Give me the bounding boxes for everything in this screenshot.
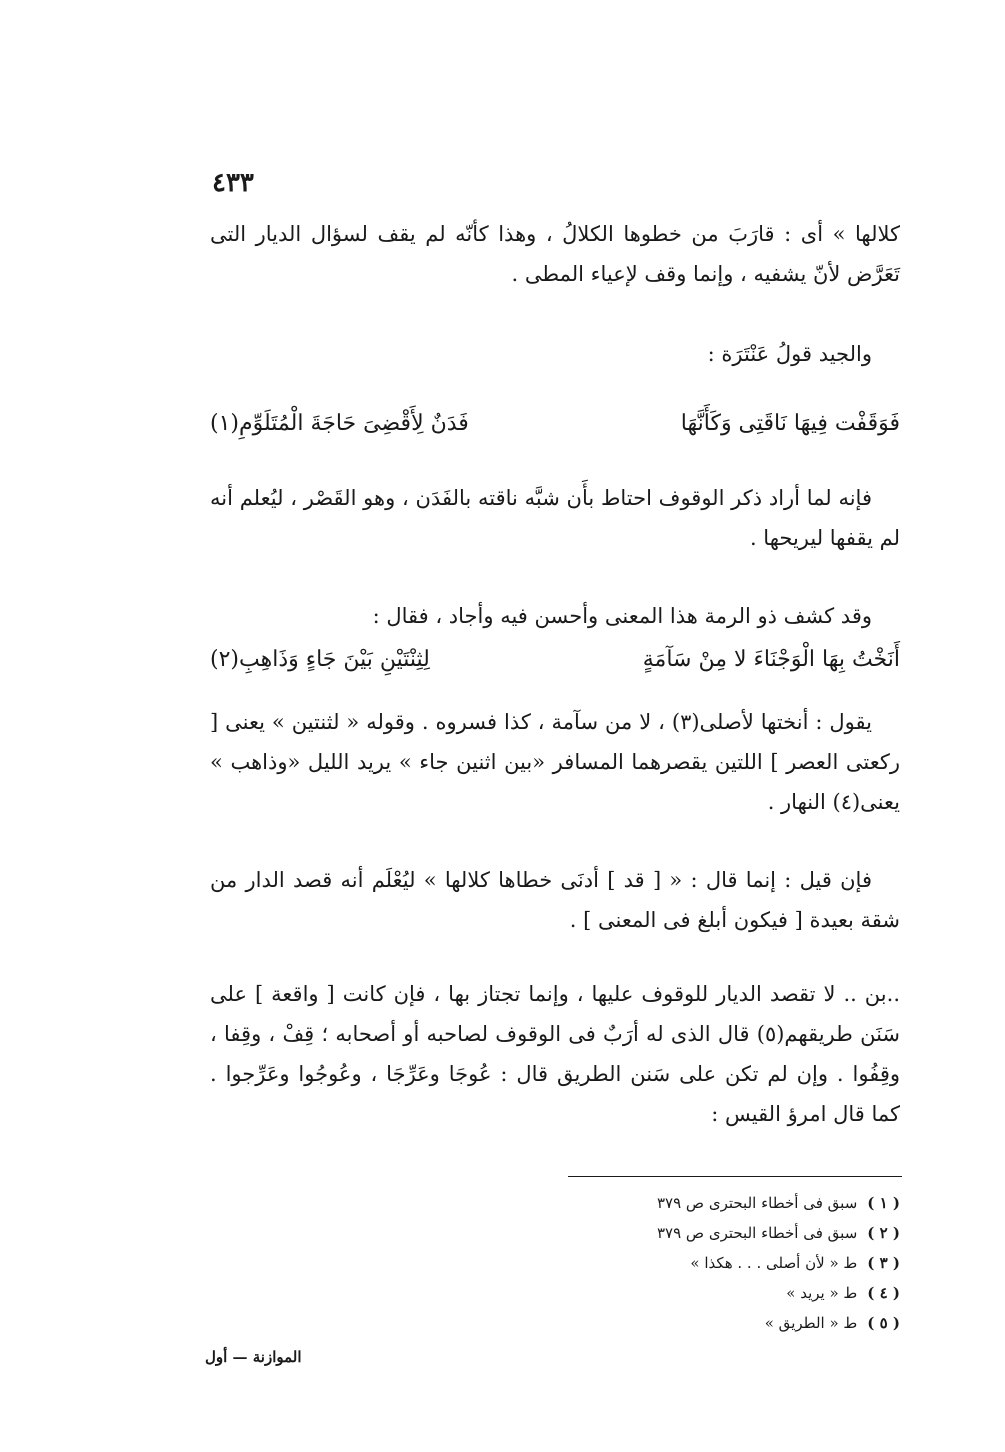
footnote-number: ( ٤ ) bbox=[867, 1284, 900, 1302]
footnote-divider bbox=[568, 1176, 902, 1177]
signature-mark: الموازنة — أول bbox=[205, 1348, 302, 1366]
verse-first-hemistich: أَنَخْتُ بِهَا الْوَجْنَاءَ لا مِنْ سَآمَةٍ bbox=[642, 647, 900, 672]
footnote-text: سبق فى أخطاء البحترى ص ٣٧٩ bbox=[656, 1194, 858, 1212]
footnote-number: ( ٢ ) bbox=[867, 1224, 900, 1242]
footnote bbox=[560, 1308, 900, 1338]
footnote-text: ط « لأن أصلى . . . هكذا » bbox=[690, 1254, 858, 1272]
paragraph-6: فإن قيل : إنما قال : « [ قد ] أدنَى خطاها كلالها » ليُعْلَم أنه قصد الدار من شقة بعيدة [ فيكون أبلغ فى المعنى ] . bbox=[210, 868, 900, 932]
page-number: ٤٣٣ bbox=[212, 168, 254, 198]
paragraph-3: فإنه لما أراد ذكر الوقوف احتاط بأَن شبَّه ناقته بالفَدَن ، وهو القَصْر ، ليُعلم أنه لم يقفها ليريحها . bbox=[210, 486, 900, 550]
footnote-text: ط « الطريق » bbox=[764, 1314, 858, 1332]
footnote bbox=[560, 1218, 900, 1248]
footnote bbox=[560, 1248, 900, 1278]
paragraph-5: يقول : أنختها لأصلى(٣) ، لا من سآمة ، كذا فسروه . وقوله « لثنتين » يعنى [ ركعتى العصر ] اللتين يقصرهما المسافر «بين اثنين جاء » يريد الليل «وذاهب » يعنى(٤) النهار . bbox=[210, 710, 900, 814]
paragraph-4: وقد كشف ذو الرمة هذا المعنى وأحسن فيه وأجاد ، فقال : bbox=[372, 604, 872, 628]
verse-dhu-alrumma bbox=[210, 642, 900, 678]
verse-first-hemistich: فَوَقَفْت فِيهَا نَاقَتِى وَكَأَنَّهَا bbox=[680, 411, 900, 436]
footnote-text: سبق فى أخطاء البحترى ص ٣٧٩ bbox=[656, 1224, 858, 1242]
verse-second-hemistich: فَدَنٌ لِأَقْضِىَ حَاجَةَ الْمُتَلَوِّمِ(١) bbox=[210, 411, 469, 436]
paragraph-1: كلالها » أى : قارَبَ من خطوها الكلالُ ، وهذا كأنّه لم يقف لسؤال الديار التى تَعَرَّض لأنّ يشفيه ، وإنما وقف لإعياء المطى . bbox=[210, 222, 900, 286]
footnote-text: ط « يريد » bbox=[786, 1284, 858, 1302]
verse-second-hemistich: لِثِنْتَيْنِ بَيْنَ جَاءٍ وَذَاهِبِ(٢) bbox=[210, 647, 430, 672]
footnote bbox=[560, 1188, 900, 1218]
footnotes bbox=[560, 1188, 900, 1338]
paragraph-7: ..بن .. لا تقصد الديار للوقوف عليها ، وإنما تجتاز بها ، فإن كانت [ واقعة ] على سَنَن طريقهم(٥) قال الذى له أرَبٌ فى الوقوف لصاحبه أو أصحابه ؛ قِفْ ، وقِفا ، وقِفُوا . وإن لم تكن على سَنن الطريق قال : عُوجَا وعَرِّجَا ، وعُوجُوا وعَرِّجوا . كما قال امرؤ القيس : bbox=[210, 982, 900, 1126]
footnote-number: ( ١ ) bbox=[867, 1194, 900, 1212]
paragraph-2: والجيد قولُ عَنْتَرَة : bbox=[707, 342, 872, 366]
verse-antara bbox=[210, 406, 900, 442]
footnote-number: ( ٣ ) bbox=[867, 1254, 900, 1272]
footnote-number: ( ٥ ) bbox=[867, 1314, 900, 1332]
footnote bbox=[560, 1278, 900, 1308]
